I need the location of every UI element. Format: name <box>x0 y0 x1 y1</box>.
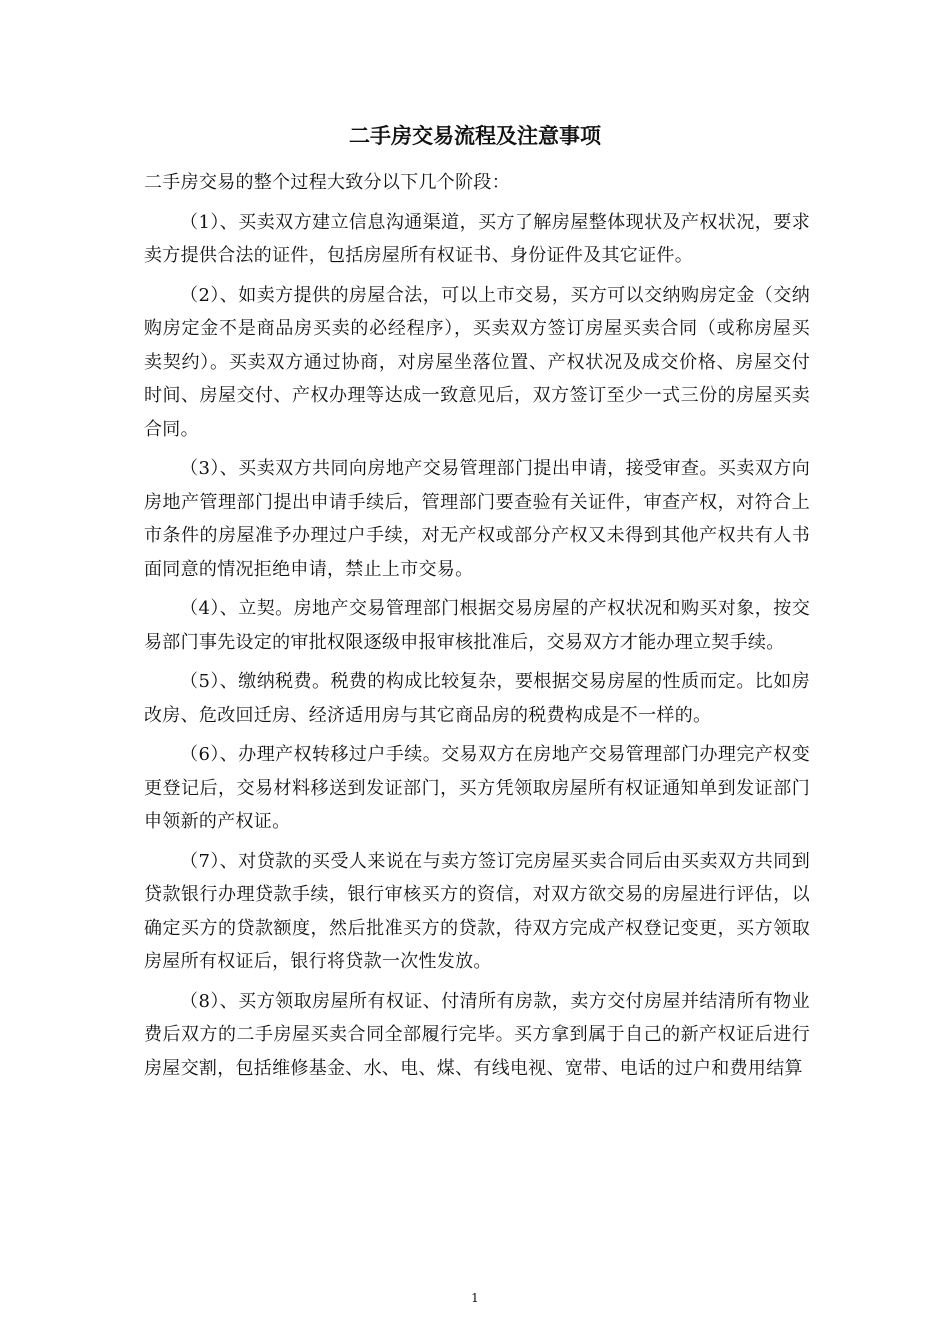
stage-paragraph-5: （5）、缴纳税费。税费的构成比较复杂，要根据交易房屋的性质而定。比如房改房、危改回迁房、经济适用房与其它商品房的税费构成是不一样的。 <box>144 671 810 726</box>
stage-paragraph-2: （2）、如卖方提供的房屋合法，可以上市交易，买方可以交纳购房定金（交纳购房定金不是商品房买卖的必经程序），买卖双方签订房屋买卖合同（或称房屋买卖契约）。买卖双方通过协商，对房屋坐落位置、产权状况及成交价格、房屋交付时间、房屋交付、产权办理等达成一致意见后，双方签订至少一式三份的房屋买卖合同。 <box>144 284 810 440</box>
stage-paragraph-8: （8）、买方领取房屋所有权证、付清所有房款，卖方交付房屋并结清所有物业费后双方的二手房屋买卖合同全部履行完毕。买方拿到属于自己的新产权证后进行房屋交割，包括维修基金、水、电、煤、有线电视、宽带、电话的过户和费用结算 <box>144 990 810 1079</box>
intro-paragraph: 二手房交易的整个过程大致分以下几个阶段： <box>144 172 510 193</box>
document-title: 二手房交易流程及注意事项 <box>349 124 601 148</box>
stage-paragraph-4: （4）、立契。房地产交易管理部门根据交易房屋的产权状况和购买对象，按交易部门事先设定的审批权限逐级申报审核批准后，交易双方才能办理立契手续。 <box>144 598 810 653</box>
document-body <box>144 166 810 1091</box>
stage-paragraph-1: （1）、买卖双方建立信息沟通渠道，买方了解房屋整体现状及产权状况，要求卖方提供合法的证件，包括房屋所有权证书、身份证件及其它证件。 <box>144 211 810 266</box>
stage-paragraph-7: （7）、对贷款的买受人来说在与卖方签订完房屋买卖合同后由买卖双方共同到贷款银行办理贷款手续，银行审核买方的资信，对双方欲交易的房屋进行评估，以确定买方的贷款额度，然后批准买方的贷款，待双方完成产权登记变更，买方领取房屋所有权证后，银行将贷款一次性发放。 <box>144 850 810 972</box>
stage-paragraph-3: （3）、买卖双方共同向房地产交易管理部门提出申请，接受审查。买卖双方向房地产管理部门提出申请手续后，管理部门要查验有关证件，审查产权，对符合上市条件的房屋准予办理过户手续，对无产权或部分产权又未得到其他产权共有人书面同意的情况拒绝申请，禁止上市交易。 <box>144 458 810 580</box>
stage-paragraph-6: （6）、办理产权转移过户手续。交易双方在房地产交易管理部门办理完产权变更登记后，交易材料移送到发证部门，买方凭领取房屋所有权证通知单到发证部门申领新的产权证。 <box>144 744 810 832</box>
page-number: 1 <box>471 1291 479 1305</box>
